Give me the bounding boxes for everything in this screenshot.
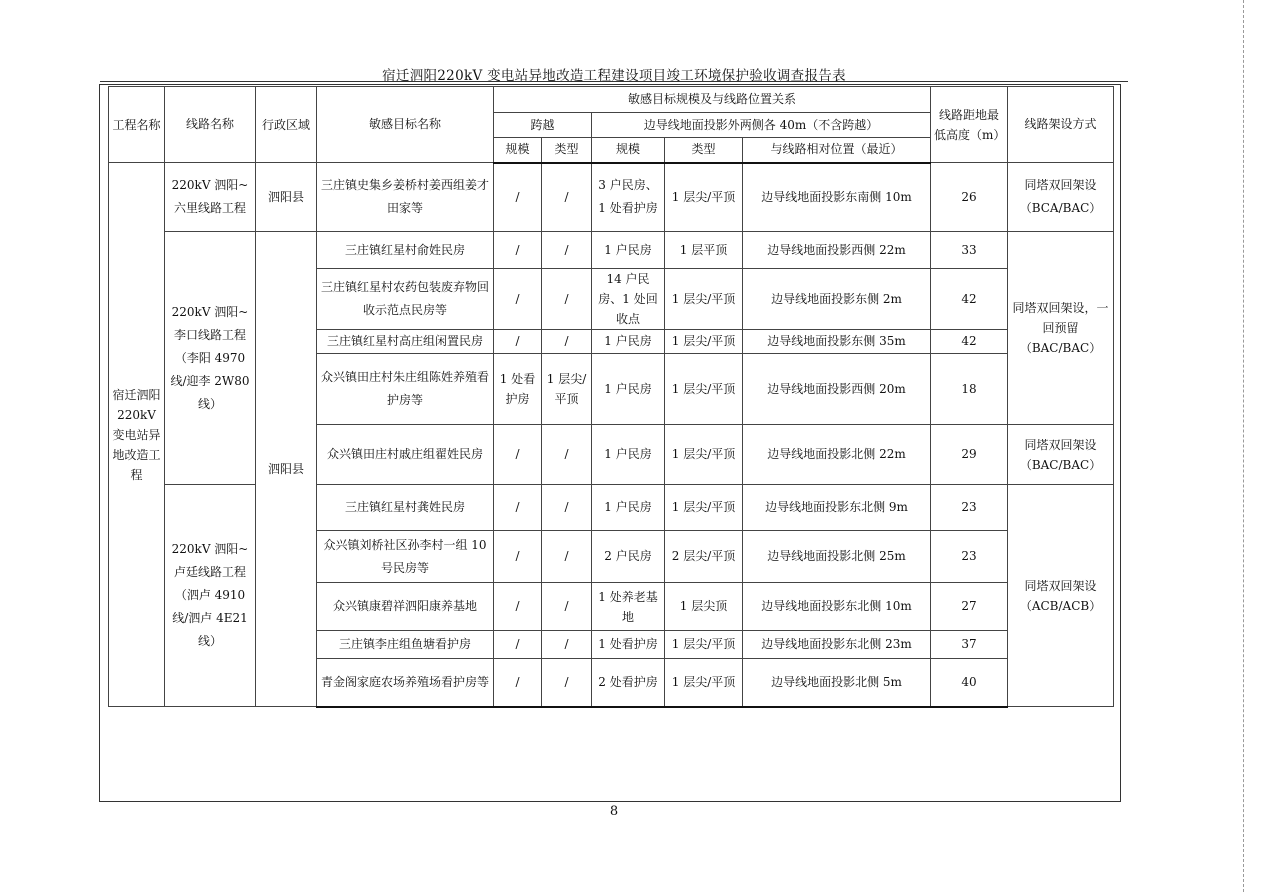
cross-scale-cell: / — [494, 163, 542, 232]
side-type-cell: 1 层尖/平顶 — [665, 631, 743, 659]
height-cell: 33 — [931, 232, 1008, 269]
cross-type-cell: / — [542, 531, 592, 583]
page-edge-dashed-line — [1243, 0, 1244, 892]
cross-type-cell: / — [542, 330, 592, 354]
position-cell: 边导线地面投影西侧 20m — [743, 354, 931, 425]
side-type-cell: 1 层尖/平顶 — [665, 354, 743, 425]
cross-scale-cell: / — [494, 631, 542, 659]
header-line: 线路名称 — [165, 87, 256, 163]
side-scale-cell: 1 户民房 — [592, 485, 665, 531]
height-cell: 27 — [931, 583, 1008, 631]
cross-type-cell: / — [542, 485, 592, 531]
side-scale-cell: 2 户民房 — [592, 531, 665, 583]
header-position: 与线路相对位置（最近） — [743, 138, 931, 163]
side-scale-cell: 14 户民房、1 处回收点 — [592, 269, 665, 330]
position-cell: 边导线地面投影北侧 22m — [743, 425, 931, 485]
line-name-cell: 220kV 泗阳~李口线路工程（李阳 4970 线/迎李 2W80 线） — [165, 232, 256, 485]
height-cell: 23 — [931, 531, 1008, 583]
header-height: 线路距地最低高度（m） — [931, 87, 1008, 163]
side-type-cell: 1 层尖/平顶 — [665, 330, 743, 354]
target-cell: 三庄镇红星村农药包装废弃物回收示范点民房等 — [317, 269, 494, 330]
cross-scale-cell: / — [494, 330, 542, 354]
region-cell: 泗阳县 — [256, 232, 317, 707]
page-title: 宿迁泗阳220kV 变电站异地改造工程建设项目竣工环境保护验收调查报告表 — [382, 68, 846, 84]
target-cell: 三庄镇李庄组鱼塘看护房 — [317, 631, 494, 659]
title-rule — [100, 81, 1128, 82]
header-project: 工程名称 — [109, 87, 165, 163]
target-cell: 三庄镇红星村龚姓民房 — [317, 485, 494, 531]
cross-scale-cell: / — [494, 531, 542, 583]
method-cell: 同塔双回架设（BCA/BAC） — [1008, 163, 1114, 232]
target-cell: 众兴镇刘桥社区孙李村一组 10 号民房等 — [317, 531, 494, 583]
position-cell: 边导线地面投影东北侧 23m — [743, 631, 931, 659]
side-type-cell: 1 层尖/平顶 — [665, 659, 743, 707]
header-crossing-scale: 规模 — [494, 138, 542, 163]
side-scale-cell: 2 处看护房 — [592, 659, 665, 707]
height-cell: 42 — [931, 330, 1008, 354]
position-cell: 边导线地面投影东侧 2m — [743, 269, 931, 330]
header-crossing: 跨越 — [494, 113, 592, 138]
position-cell: 边导线地面投影北侧 25m — [743, 531, 931, 583]
cross-type-cell: / — [542, 425, 592, 485]
height-cell: 18 — [931, 354, 1008, 425]
cross-scale-cell: / — [494, 269, 542, 330]
side-type-cell: 1 层尖/平顶 — [665, 485, 743, 531]
position-cell: 边导线地面投影东北侧 10m — [743, 583, 931, 631]
target-cell: 众兴镇田庄村戚庄组翟姓民房 — [317, 425, 494, 485]
side-type-cell: 1 层平顶 — [665, 232, 743, 269]
line-name-cell: 220kV 泗阳~卢廷线路工程（泗卢 4910 线/泗卢 4E21 线） — [165, 485, 256, 707]
cross-scale-cell: 1 处看护房 — [494, 354, 542, 425]
cross-scale-cell: / — [494, 583, 542, 631]
height-cell: 42 — [931, 269, 1008, 330]
cross-type-cell: / — [542, 163, 592, 232]
table-row — [109, 232, 1114, 269]
cross-scale-cell: / — [494, 485, 542, 531]
page-number: 8 — [609, 804, 619, 819]
height-cell: 26 — [931, 163, 1008, 232]
position-cell: 边导线地面投影东南侧 10m — [743, 163, 931, 232]
target-cell: 三庄镇红星村高庄组闲置民房 — [317, 330, 494, 354]
header-crossing-type: 类型 — [542, 138, 592, 163]
cross-type-cell: / — [542, 269, 592, 330]
method-cell: 同塔双回架设（BAC/BAC） — [1008, 425, 1114, 485]
side-scale-cell: 3 户民房、1 处看护房 — [592, 163, 665, 232]
side-type-cell: 1 层尖/平顶 — [665, 269, 743, 330]
cross-scale-cell: / — [494, 232, 542, 269]
target-cell: 众兴镇康碧祥泗阳康养基地 — [317, 583, 494, 631]
header-method: 线路架设方式 — [1008, 87, 1114, 163]
target-cell: 青金阁家庭农场养殖场看护房等 — [317, 659, 494, 707]
header-region: 行政区域 — [256, 87, 317, 163]
header-side: 边导线地面投影外两侧各 40m（不含跨越） — [592, 113, 931, 138]
line-name-cell: 220kV 泗阳~六里线路工程 — [165, 163, 256, 232]
target-cell: 众兴镇田庄村朱庄组陈姓养殖看护房等 — [317, 354, 494, 425]
side-scale-cell: 1 户民房 — [592, 232, 665, 269]
height-cell: 23 — [931, 485, 1008, 531]
side-scale-cell: 1 处养老基地 — [592, 583, 665, 631]
side-type-cell: 1 层尖/平顶 — [665, 425, 743, 485]
cross-type-cell: / — [542, 631, 592, 659]
height-cell: 40 — [931, 659, 1008, 707]
method-cell: 同塔双回架设，一回预留（BAC/BAC） — [1008, 232, 1114, 425]
side-type-cell: 1 层尖/平顶 — [665, 163, 743, 232]
target-cell: 三庄镇红星村俞姓民房 — [317, 232, 494, 269]
side-type-cell: 1 层尖顶 — [665, 583, 743, 631]
side-scale-cell: 1 户民房 — [592, 425, 665, 485]
cross-scale-cell: / — [494, 659, 542, 707]
cross-type-cell: / — [542, 659, 592, 707]
cross-scale-cell: / — [494, 425, 542, 485]
method-cell: 同塔双回架设（ACB/ACB） — [1008, 485, 1114, 707]
position-cell: 边导线地面投影东侧 35m — [743, 330, 931, 354]
header-side-type: 类型 — [665, 138, 743, 163]
target-cell: 三庄镇史集乡姜桥村姜西组姜才田家等 — [317, 163, 494, 232]
height-cell: 37 — [931, 631, 1008, 659]
side-scale-cell: 1 户民房 — [592, 330, 665, 354]
header-relation: 敏感目标规模及与线路位置关系 — [494, 87, 931, 113]
cross-type-cell: / — [542, 583, 592, 631]
cross-type-cell: 1 层尖/平顶 — [542, 354, 592, 425]
position-cell: 边导线地面投影东北侧 9m — [743, 485, 931, 531]
header-target: 敏感目标名称 — [317, 87, 494, 163]
table-row — [109, 163, 1114, 232]
side-type-cell: 2 层尖/平顶 — [665, 531, 743, 583]
side-scale-cell: 1 户民房 — [592, 354, 665, 425]
side-scale-cell: 1 处看护房 — [592, 631, 665, 659]
position-cell: 边导线地面投影西侧 22m — [743, 232, 931, 269]
project-name-cell: 宿迁泗阳220kV变电站异地改造工程 — [109, 163, 165, 707]
cross-type-cell: / — [542, 232, 592, 269]
position-cell: 边导线地面投影北侧 5m — [743, 659, 931, 707]
region-cell: 泗阳县 — [256, 163, 317, 232]
height-cell: 29 — [931, 425, 1008, 485]
sensitive-targets-table — [108, 86, 1114, 708]
header-side-scale: 规模 — [592, 138, 665, 163]
